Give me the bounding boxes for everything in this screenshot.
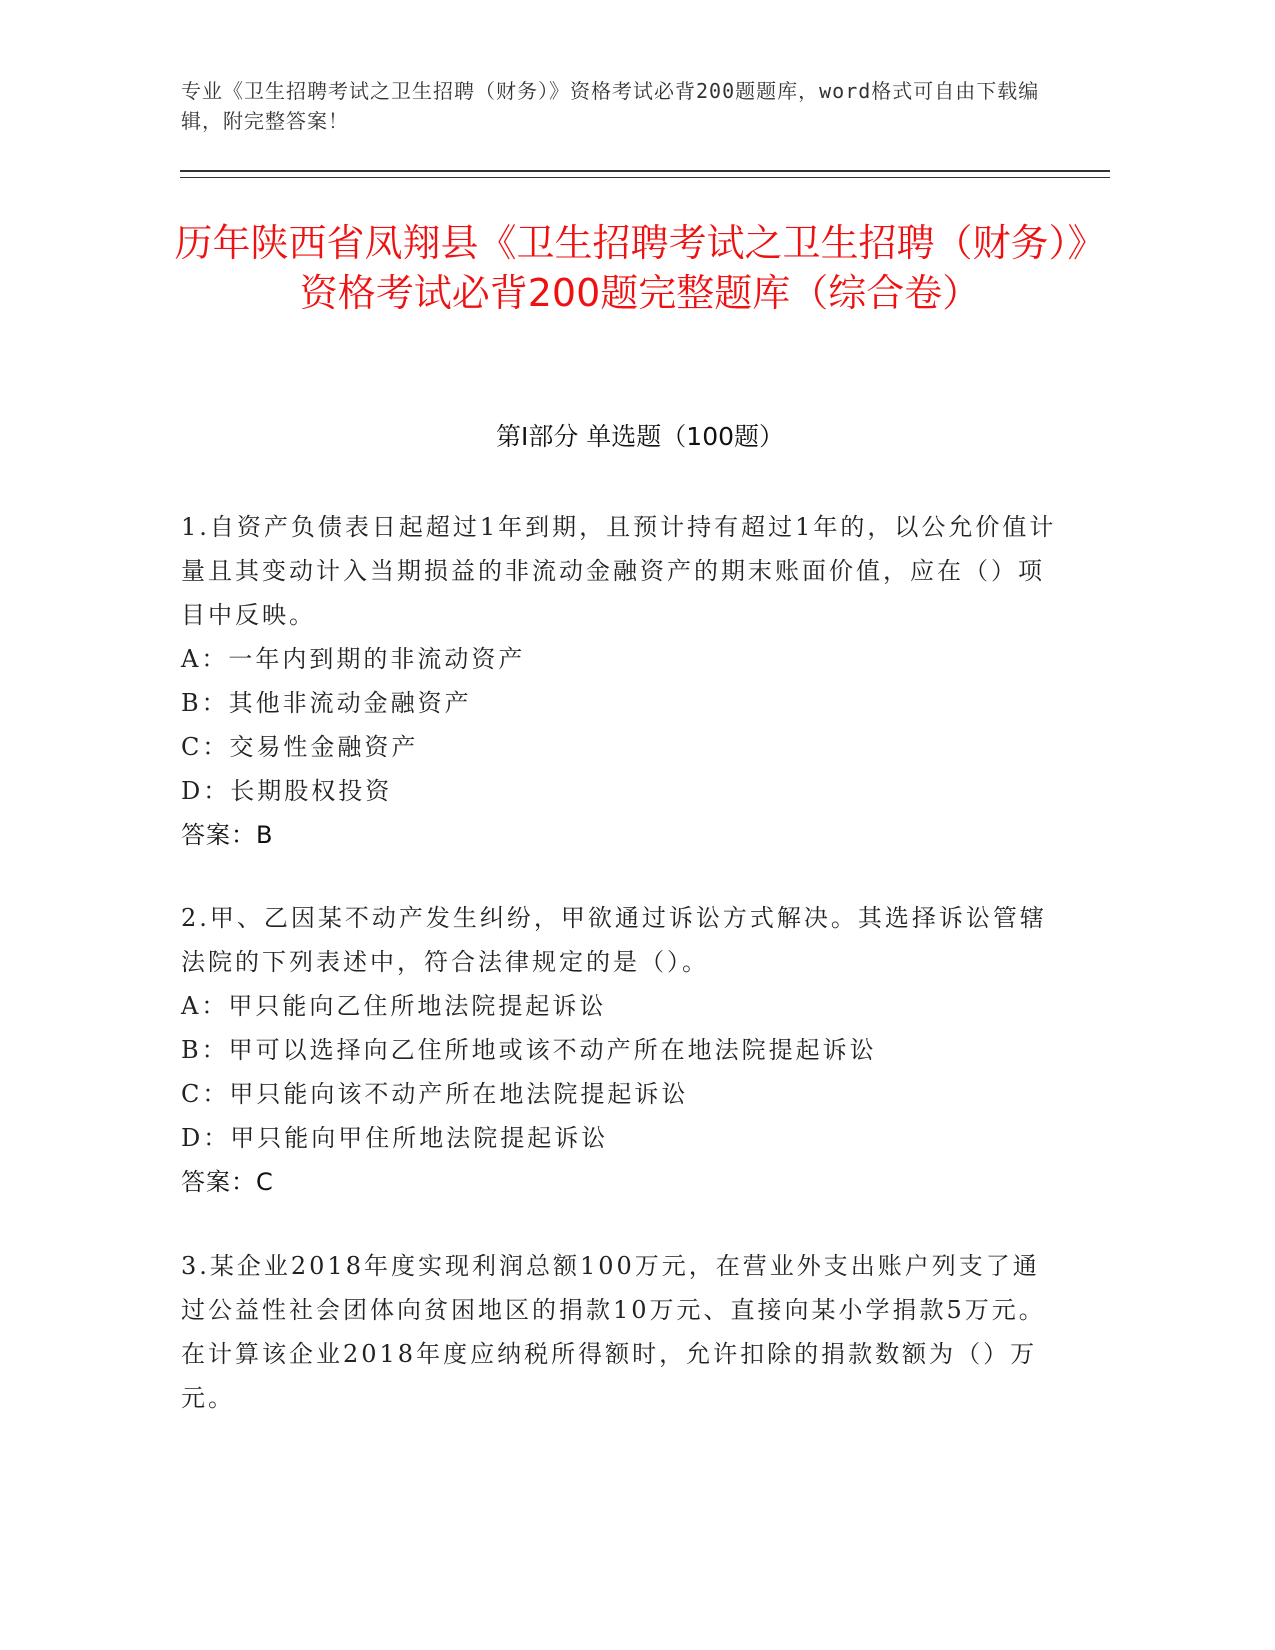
answer: 答案：B [181,821,274,849]
header-divider-thick [180,170,1110,172]
question-stem: 2.甲、乙因某不动产发生纠纷，甲欲通过诉讼方式解决。其选择诉讼管辖法院的下列表述中，符合法律规定的是（）。 [181,904,1047,976]
option-c: C：交易性金融资产 [181,733,419,761]
option-d: D：长期股权投资 [181,777,393,805]
option-b: B：甲可以选择向乙住所地或该不动产所在地法院提起诉讼 [181,1036,877,1064]
option-a: A：甲只能向乙住所地法院提起诉讼 [181,992,607,1020]
option-d: D：甲只能向甲住所地法院提起诉讼 [181,1124,609,1152]
answer: 答案：C [181,1168,274,1196]
header-note: 专业《卫生招聘考试之卫生招聘（财务）》资格考试必背200题题库，word格式可自由下载编辑，附完整答案！ [181,79,1040,133]
question-stem: 3.某企业2018年度实现利润总额100万元，在营业外支出账户列支了通过公益性社会团体向贫困地区的捐款10万元、直接向某小学捐款5万元。在计算该企业2018年度应纳税所得额时，允许扣除的捐款数额为（）万元。 [181,1252,1046,1412]
question-3 [181,1244,1061,1420]
question-2 [181,896,1061,1204]
option-c: C：甲只能向该不动产所在地法院提起诉讼 [181,1080,689,1108]
section-heading: 第Ⅰ部分 单选题（100题） [495,422,785,451]
option-b: B：其他非流动金融资产 [181,689,472,717]
document-title: 历年陕西省凤翔县《卫生招聘考试之卫生招聘（财务）》资格考试必背200题完整题库（综合卷） [174,221,1106,315]
option-a: A：一年内到期的非流动资产 [181,645,526,673]
question-1 [181,505,1061,857]
question-stem: 1.自资产负债表日起超过1年到期，且预计持有超过1年的，以公允价值计量且其变动计入当期损益的非流动金融资产的期末账面价值，应在（）项目中反映。 [181,513,1057,629]
header-divider-thin [180,177,1110,178]
